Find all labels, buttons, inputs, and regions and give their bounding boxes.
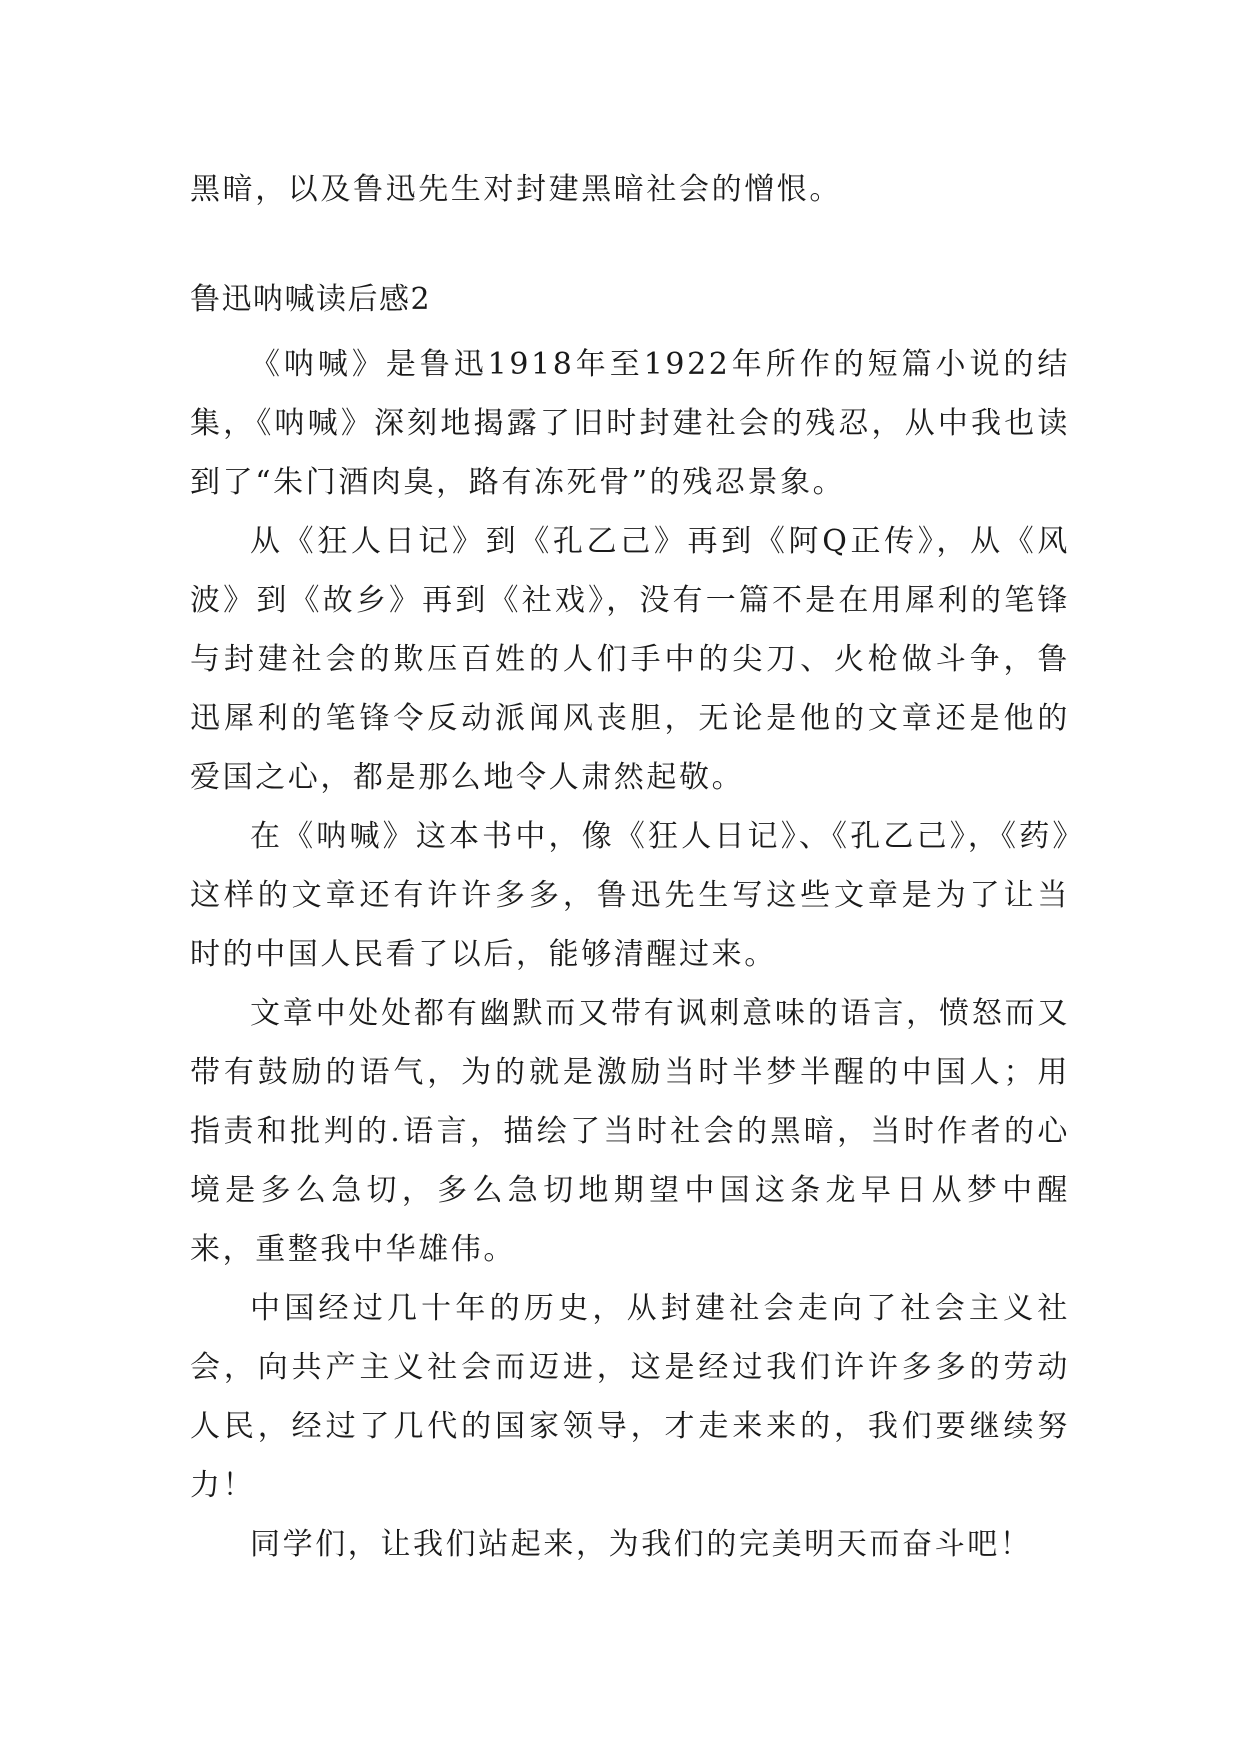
paragraph: 从《狂人日记》到《孔乙己》再到《阿Q正传》，从《风波》到《故乡》再到《社戏》，没有一篇不是在用犀利的笔锋与封建社会的欺压百姓的人们手中的尖刀、火枪做斗争，鲁迅犀利的笔锋令反动派闻风丧胆，无论是他的文章还是他的爱国之心，都是那么地令人肃然起敬。 xyxy=(190,524,1070,795)
paragraph: 中国经过几十年的历史，从封建社会走向了社会主义社会，向共产主义社会而迈进，这是经过我们许许多多的劳动人民，经过了几代的国家领导，才走来来的，我们要继续努力！ xyxy=(190,1291,1070,1503)
paragraph: 在《呐喊》这本书中，像《狂人日记》、《孔乙己》，《药》这样的文章还有许许多多，鲁迅先生写这些文章是为了让当时的中国人民看了以后，能够清醒过来。 xyxy=(190,819,1070,972)
paragraph: 文章中处处都有幽默而又带有讽刺意味的语言，愤怒而又带有鼓励的语气，为的就是激励当时半梦半醒的中国人；用指责和批判的.语言，描绘了当时社会的黑暗，当时作者的心境是多么急切，多么急切地期望中国这条龙早日从梦中醒来，重整我中华雄伟。 xyxy=(190,996,1070,1267)
section-title: 鲁迅呐喊读后感2 xyxy=(190,282,432,317)
essay-body xyxy=(190,335,1070,1574)
continuation-text: 黑暗，以及鲁迅先生对封建黑暗社会的憎恨。 xyxy=(190,172,842,207)
paragraph: 《呐喊》是鲁迅1918年至1922年所作的短篇小说的结集，《呐喊》深刻地揭露了旧时封建社会的残忍，从中我也读到了“朱门酒肉臭，路有冻死骨”的残忍景象。 xyxy=(190,347,1070,500)
paragraph: 同学们，让我们站起来，为我们的完美明天而奋斗吧！ xyxy=(250,1527,1033,1562)
